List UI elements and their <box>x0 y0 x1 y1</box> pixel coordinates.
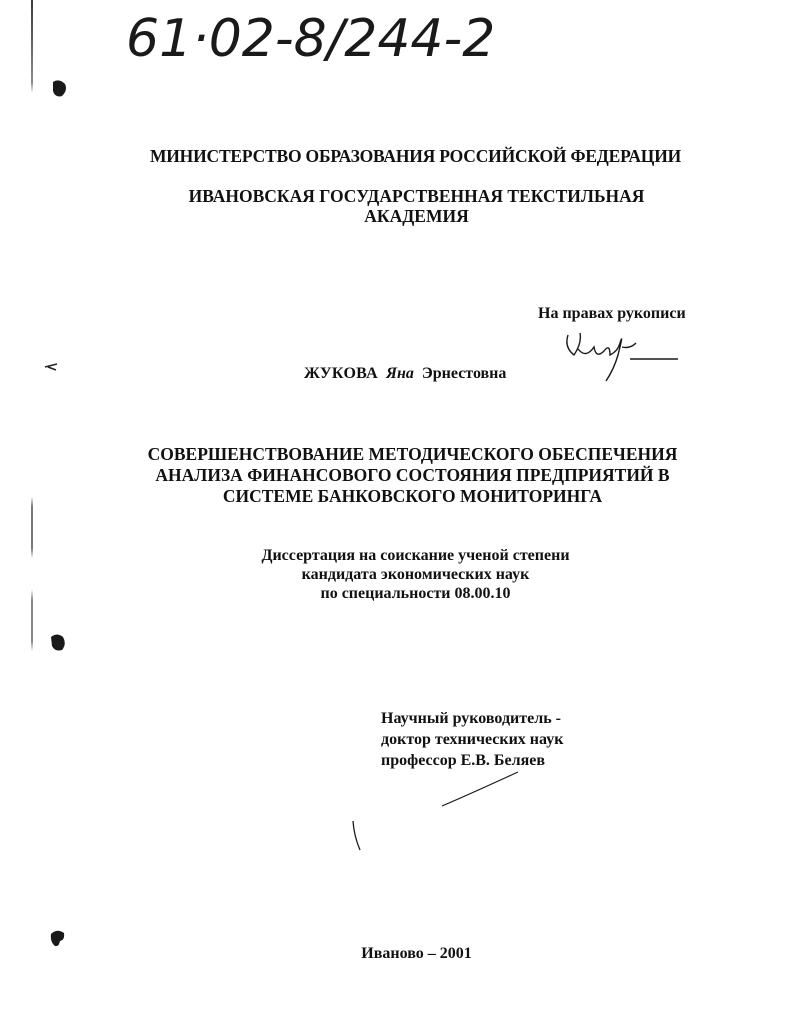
scientific-advisor <box>381 708 563 771</box>
author-given-name: Яна <box>386 365 414 382</box>
academy-name <box>0 186 799 226</box>
city-year: Иваново – 2001 <box>361 945 472 962</box>
title-line-3: СИСТЕМЕ БАНКОВСКОГО МОНИТОРИНГА <box>222 486 603 506</box>
author-signature <box>560 325 680 385</box>
advisor-line-2: доктор технических наук <box>381 731 564 748</box>
archive-number <box>120 2 520 72</box>
stray-pen-mark <box>350 820 362 852</box>
advisor-line-3: профессор Е.В. Беляев <box>381 752 545 769</box>
thesis-line-1: Диссертация на соискание ученой степени <box>261 547 570 564</box>
thesis-line-3: по специальности 08.00.10 <box>320 585 511 602</box>
thesis-description <box>0 546 799 603</box>
author-patronymic: Эрнестовна <box>421 365 507 382</box>
advisor-signature <box>440 770 520 810</box>
thesis-line-2: кандидата экономических наук <box>301 566 530 583</box>
dissertation-title <box>0 444 799 507</box>
archive-number-text: 61·02-8/244-2 <box>126 9 496 69</box>
advisor-line-1: Научный руководитель - <box>381 710 561 727</box>
academy-name-line-1: ИВАНОВСКАЯ ГОСУДАРСТВЕННАЯ ТЕКСТИЛЬНАЯ <box>188 186 645 206</box>
title-line-1: СОВЕРШЕНСТВОВАНИЕ МЕТОДИЧЕСКОГО ОБЕСПЕЧЕНИЯ <box>147 444 678 464</box>
author-name <box>304 365 506 383</box>
ink-blot-icon <box>50 78 68 98</box>
title-line-2: АНАЛИЗА ФИНАНСОВОГО СОСТОЯНИЯ ПРЕДПРИЯТИЙ В <box>155 465 670 485</box>
ministry-name: МИНИСТЕРСТВО ОБРАЗОВАНИЯ РОССИЙСКОЙ ФЕДЕРАЦИИ <box>149 146 682 166</box>
manuscript-note: На правах рукописи <box>538 305 686 322</box>
academy-name-line-2: АКАДЕМИЯ <box>364 206 469 226</box>
ink-blot-icon <box>49 632 67 652</box>
ink-mark-icon <box>44 362 58 372</box>
author-surname: ЖУКОВА <box>304 365 379 382</box>
